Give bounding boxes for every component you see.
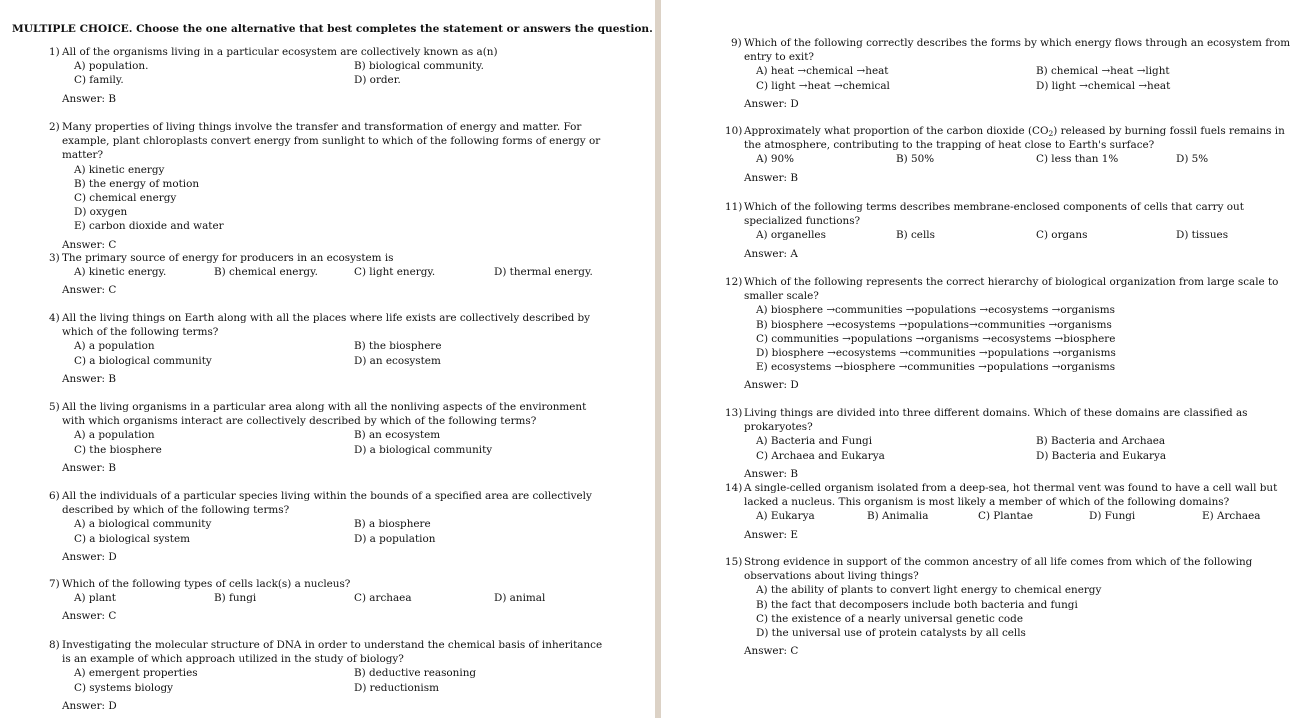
- question-number: 10): [725, 125, 743, 137]
- answer-options: [49, 666, 609, 694]
- question-number: 2): [49, 121, 60, 133]
- question-text: All the individuals of a particular species living within the bounds of a specified area are collectively described by which of the following terms?: [62, 490, 592, 517]
- question-text: [744, 124, 1291, 152]
- answer-option: A) organelles: [756, 229, 826, 242]
- question-stem: [731, 36, 1291, 64]
- question-stem: [725, 275, 1291, 303]
- answer-option: D) oxygen: [74, 206, 128, 219]
- question-item: [49, 251, 609, 298]
- answer-options: [49, 428, 609, 456]
- question-text: Living things are divided into three different domains. Which of these domains are classified as prokaryotes?: [744, 407, 1248, 434]
- answer-key: Answer: B: [62, 461, 116, 474]
- question-number: 5): [49, 401, 60, 413]
- question-text: A single-celled organism isolated from a deep-sea, hot thermal vent was found to have a cell wall but lacked a nucleus. This organism is most likely a member of which of the following domains?: [744, 482, 1278, 509]
- answer-option: C) archaea: [354, 592, 412, 605]
- question-item: [725, 200, 1291, 261]
- answer-options: [731, 303, 1291, 374]
- answer-option: B) an ecosystem: [354, 429, 441, 442]
- answer-key: Answer: D: [744, 379, 799, 392]
- question-number: 4): [49, 312, 60, 324]
- answer-option: A) a biological community: [74, 518, 212, 531]
- question-number: 7): [49, 578, 60, 590]
- question-text-part: Approximately what proportion of the carbon dioxide (CO: [744, 125, 1049, 137]
- answer-option: D) order.: [354, 74, 401, 87]
- question-text: All the living things on Earth along with all the places where life exists are collectively described by which of the following terms?: [62, 312, 591, 339]
- answer-option: D) a biological community: [354, 443, 493, 456]
- question-item: [49, 577, 609, 624]
- question-number: 11): [725, 201, 743, 213]
- answer-key: Answer: D: [62, 550, 117, 563]
- answer-option: B) chemical energy.: [214, 266, 318, 279]
- answer-option: B) deductive reasoning: [354, 667, 477, 680]
- answer-key: Answer: B: [62, 372, 116, 385]
- answer-option: A) a population: [74, 429, 155, 442]
- answer-option: B) the fact that decomposers include both bacteria and fungi: [756, 598, 1078, 611]
- answer-options: [49, 591, 609, 605]
- question-item: [49, 311, 609, 386]
- question-stem: [49, 489, 609, 517]
- answer-option: D) tissues: [1176, 229, 1229, 242]
- answer-option: D) light →chemical →heat: [1036, 79, 1171, 92]
- question-number: 3): [49, 252, 60, 264]
- question-text: Which of the following represents the correct hierarchy of biological organization from large scale to smaller scale?: [744, 276, 1279, 303]
- answer-option: C) chemical energy: [74, 192, 177, 205]
- question-item: [725, 481, 1291, 542]
- answer-options: [49, 265, 609, 279]
- answer-option: A) emergent properties: [74, 667, 198, 680]
- question-stem: [49, 120, 609, 163]
- question-text: Investigating the molecular structure of DNA in order to understand the chemical basis of inheritance is an example of which approach utilized in the study of biology?: [62, 639, 603, 666]
- answer-option: C) the existence of a nearly universal genetic code: [756, 612, 1023, 625]
- question-item: [725, 555, 1291, 658]
- question-item: [49, 120, 609, 252]
- answer-key: Answer: D: [62, 699, 117, 712]
- answer-option: B) the biosphere: [354, 340, 442, 353]
- answer-option: A) Eukarya: [756, 510, 815, 523]
- answer-option: C) the biosphere: [74, 443, 162, 456]
- question-item: [49, 45, 609, 106]
- question-text: Strong evidence in support of the common ancestry of all life comes from which of the following observations about living things?: [744, 556, 1253, 583]
- answer-option: D) a population: [354, 532, 436, 545]
- question-stem: [49, 45, 609, 59]
- answer-options: [49, 517, 609, 545]
- question-stem: [725, 481, 1291, 509]
- answer-option: B) cells: [896, 229, 935, 242]
- answer-option: D) biosphere →ecosystems →communities →populations →organisms: [756, 347, 1116, 360]
- question-text-part: ) released by burning fossil fuels remains in the atmosphere, contributing to the trapping of heat close to Earth's surface?: [744, 125, 1285, 152]
- answer-option: D) an ecosystem: [354, 354, 441, 367]
- answer-option: D) animal: [494, 592, 546, 605]
- answer-option: C) less than 1%: [1036, 153, 1119, 166]
- question-number: 12): [725, 276, 743, 288]
- answer-option: A) kinetic energy: [74, 163, 165, 176]
- answer-option: E) Archaea: [1202, 510, 1261, 523]
- answer-option: B) a biosphere: [354, 518, 431, 531]
- answer-option: B) Animalia: [867, 510, 929, 523]
- answer-option: A) kinetic energy.: [74, 266, 167, 279]
- answer-key: Answer: A: [744, 247, 798, 260]
- question-text: Which of the following types of cells lack(s) a nucleus?: [62, 578, 351, 590]
- answer-option: C) organs: [1036, 229, 1088, 242]
- answer-option: D) the universal use of protein catalysts by all cells: [756, 627, 1026, 640]
- question-stem: [49, 638, 609, 666]
- answer-option: B) fungi: [214, 592, 257, 605]
- answer-option: D) thermal energy.: [494, 266, 593, 279]
- answer-option: A) a population: [74, 340, 155, 353]
- answer-key: Answer: C: [62, 238, 117, 251]
- question-item: [725, 124, 1291, 185]
- answer-option: A) plant: [74, 592, 116, 605]
- answer-option: C) light energy.: [354, 266, 436, 279]
- answer-option: D) reductionism: [354, 681, 439, 694]
- question-number: 1): [49, 46, 60, 58]
- answer-key: Answer: D: [744, 97, 799, 110]
- question-number: 8): [49, 639, 60, 651]
- question-item: [49, 489, 609, 564]
- answer-key: Answer: B: [744, 171, 798, 184]
- answer-option: A) population.: [74, 60, 149, 73]
- question-stem: [725, 406, 1291, 434]
- answer-option: B) the energy of motion: [74, 177, 200, 190]
- answer-option: B) 50%: [896, 153, 935, 166]
- document-page-right: [661, 0, 1303, 718]
- answer-key: Answer: B: [62, 92, 116, 105]
- question-item: [725, 275, 1291, 393]
- answer-option: C) systems biology: [74, 681, 173, 694]
- question-text: All the living organisms in a particular area along with all the nonliving aspects of the environment with which organisms interact are collectively described by which of the following terms?: [62, 401, 587, 428]
- question-number: 14): [725, 482, 743, 494]
- answer-option: B) Bacteria and Archaea: [1036, 435, 1166, 448]
- answer-key: Answer: E: [744, 528, 798, 541]
- question-text: Many properties of living things involve the transfer and transformation of energy and matter. For example, plant chloroplasts convert energy from sunlight to which of the following forms of energy or matter?: [62, 121, 601, 162]
- answer-option: A) Bacteria and Fungi: [756, 435, 873, 448]
- answer-key: Answer: C: [744, 645, 799, 658]
- question-item: [49, 400, 609, 475]
- answer-options: [731, 152, 1291, 166]
- question-number: 9): [731, 37, 742, 49]
- answer-option: C) Archaea and Eukarya: [756, 449, 885, 462]
- answer-key: Answer: C: [62, 284, 117, 297]
- question-text: All of the organisms living in a particular ecosystem are collectively known as a(n): [62, 46, 498, 58]
- question-item: [725, 406, 1291, 481]
- answer-option: C) a biological community: [74, 354, 212, 367]
- question-number: 15): [725, 556, 743, 568]
- answer-options: [731, 583, 1291, 640]
- answer-option: C) a biological system: [74, 532, 190, 545]
- answer-option: B) chemical →heat →light: [1036, 65, 1170, 78]
- question-stem: [725, 200, 1291, 228]
- question-stem: [49, 251, 609, 265]
- answer-option: A) heat →chemical →heat: [756, 65, 889, 78]
- section-heading: MULTIPLE CHOICE. Choose the one alternative that best completes the statement or answers the question.: [12, 23, 653, 35]
- answer-options: [731, 64, 1291, 92]
- question-stem: [49, 400, 609, 428]
- answer-key: Answer: B: [744, 467, 798, 480]
- answer-option: E) ecosystems →biosphere →communities →populations →organisms: [756, 361, 1116, 374]
- question-text: Which of the following correctly describes the forms by which energy flows through an ecosystem from entry to exit?: [744, 37, 1291, 64]
- answer-option: A) the ability of plants to convert light energy to chemical energy: [756, 584, 1102, 597]
- answer-option: A) 90%: [756, 153, 794, 166]
- answer-options: [49, 59, 609, 87]
- answer-option: C) light →heat →chemical: [756, 79, 890, 92]
- answer-option: B) biosphere →ecosystems →populations→communities →organisms: [756, 318, 1112, 331]
- answer-options: [731, 434, 1291, 462]
- question-text: The primary source of energy for producers in an ecosystem is: [62, 252, 394, 264]
- answer-options: [731, 228, 1291, 242]
- question-stem: [49, 577, 609, 591]
- answer-options: [49, 339, 609, 367]
- answer-options: [731, 509, 1291, 523]
- question-number: 6): [49, 490, 60, 502]
- question-stem: [49, 311, 609, 339]
- answer-option: C) family.: [74, 74, 124, 87]
- answer-option: C) Plantae: [978, 510, 1034, 523]
- question-text: Which of the following terms describes membrane-enclosed components of cells that carry out specialized functions?: [744, 201, 1244, 228]
- answer-option: C) communities →populations →organisms →ecosystems →biosphere: [756, 332, 1116, 345]
- answer-option: D) 5%: [1176, 153, 1209, 166]
- answer-option: D) Fungi: [1089, 510, 1136, 523]
- answer-option: B) biological community.: [354, 60, 484, 73]
- question-item: [49, 638, 609, 713]
- question-item: [731, 36, 1291, 111]
- answer-option: D) Bacteria and Eukarya: [1036, 449, 1167, 462]
- question-number: 13): [725, 407, 743, 419]
- answer-option: A) biosphere →communities →populations →ecosystems →organisms: [756, 304, 1115, 317]
- answer-key: Answer: C: [62, 610, 117, 623]
- answer-option: E) carbon dioxide and water: [74, 220, 224, 233]
- subscript: 2: [1048, 129, 1054, 138]
- answer-options: [49, 163, 609, 234]
- question-stem: [725, 124, 1291, 152]
- question-stem: [725, 555, 1291, 583]
